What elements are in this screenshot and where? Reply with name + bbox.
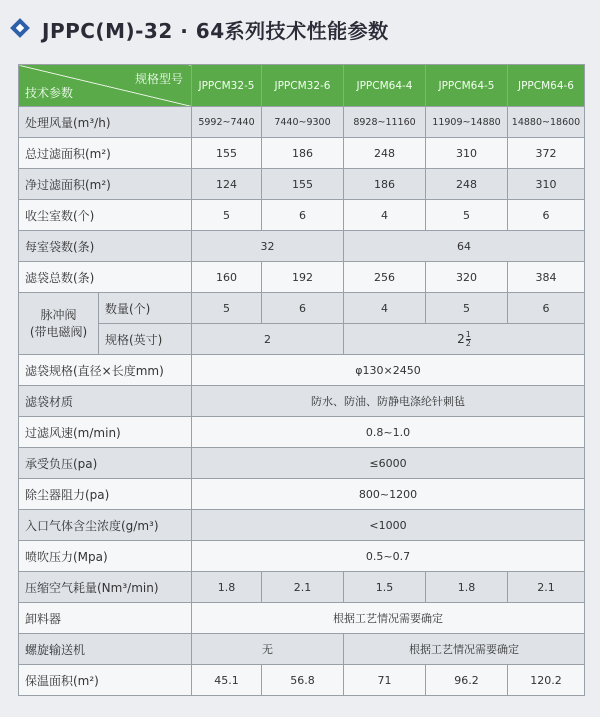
cell-value: 7440~9300 (262, 107, 344, 138)
valve-spec-label: 规格(英寸) (99, 324, 192, 355)
row-bag-material (19, 386, 585, 417)
row-label: 净过滤面积(m²) (19, 169, 192, 200)
row-label: 每室袋数(条) (19, 231, 192, 262)
row-label: 滤袋材质 (19, 386, 192, 417)
spec-table (18, 64, 585, 696)
cell-value: 155 (262, 169, 344, 200)
cell-value: 1.8 (192, 572, 262, 603)
row-label: 处理风量(m³/h) (19, 107, 192, 138)
cell-value: 96.2 (426, 665, 508, 696)
cell-value: φ130×2450 (192, 355, 585, 386)
row-discharger (19, 603, 585, 634)
cell-value: 无 (192, 634, 344, 665)
cell-value: 1.5 (344, 572, 426, 603)
cell-value: 4 (344, 200, 426, 231)
cell-value: 384 (508, 262, 585, 293)
cell-value: 0.5~0.7 (192, 541, 585, 572)
cell-value: 11909~14880 (426, 107, 508, 138)
cell-value: 155 (192, 138, 262, 169)
row-label: 保温面积(m²) (19, 665, 192, 696)
header-corner-param-label: 技术参数 (25, 86, 74, 100)
row-label: 入口气体含尘浓度(g/m³) (19, 510, 192, 541)
header-model: JPPCM32-6 (262, 65, 344, 107)
row-valve-qty (19, 293, 585, 324)
row-negative-pressure (19, 448, 585, 479)
cell-value: 186 (344, 169, 426, 200)
row-blow-pressure (19, 541, 585, 572)
cell-value: 4 (344, 293, 426, 324)
cell-value: 320 (426, 262, 508, 293)
cell-value: 186 (262, 138, 344, 169)
row-label: 收尘室数(个) (19, 200, 192, 231)
row-net-filter-area (19, 169, 585, 200)
cell-value: 372 (508, 138, 585, 169)
row-label: 过滤风速(m/min) (19, 417, 192, 448)
row-bag-spec (19, 355, 585, 386)
row-label: 除尘器阻力(pa) (19, 479, 192, 510)
header-corner-cell (19, 65, 192, 107)
cell-value: 根据工艺情况需要确定 (344, 634, 585, 665)
cell-value: 6 (508, 200, 585, 231)
cell-value: 5 (426, 200, 508, 231)
cell-value: 256 (344, 262, 426, 293)
valve-group-label (19, 293, 99, 355)
diamond-bullet-icon (10, 18, 32, 40)
cell-value: 32 (192, 231, 344, 262)
cell-value: 14880~18600 (508, 107, 585, 138)
cell-value: 8928~11160 (344, 107, 426, 138)
row-air-volume (19, 107, 585, 138)
cell-value: 2 (192, 324, 344, 355)
valve-qty-label: 数量(个) (99, 293, 192, 324)
cell-value: ≤6000 (192, 448, 585, 479)
cell-value: 5 (426, 293, 508, 324)
cell-value: 2.1 (262, 572, 344, 603)
cell-value: 45.1 (192, 665, 262, 696)
cell-value: 0.8~1.0 (192, 417, 585, 448)
cell-value: 800~1200 (192, 479, 585, 510)
row-label: 滤袋总数(条) (19, 262, 192, 293)
header-model: JPPCM64-4 (344, 65, 426, 107)
fraction-denominator: 2 (465, 338, 471, 348)
row-label: 总过滤面积(m²) (19, 138, 192, 169)
cell-value: <1000 (192, 510, 585, 541)
valve-label-line2: (带电磁阀) (29, 324, 88, 339)
row-bags-per-chamber (19, 231, 585, 262)
row-inlet-dust (19, 510, 585, 541)
page-title: JPPC(M)-32 · 64系列技术性能参数 (42, 18, 389, 43)
header-row (19, 65, 585, 107)
row-label: 螺旋输送机 (19, 634, 192, 665)
cell-value: 310 (508, 169, 585, 200)
row-total-filter-area (19, 138, 585, 169)
row-label: 压缩空气耗量(Nm³/min) (19, 572, 192, 603)
row-label: 承受负压(pa) (19, 448, 192, 479)
header-model: JPPCM64-5 (426, 65, 508, 107)
row-label: 卸料器 (19, 603, 192, 634)
cell-value: 1.8 (426, 572, 508, 603)
fraction-whole: 2 (457, 332, 465, 346)
row-insulation-area (19, 665, 585, 696)
cell-value: 248 (426, 169, 508, 200)
row-label: 喷吹压力(Mpa) (19, 541, 192, 572)
title-bar (4, 6, 564, 52)
cell-value: 2.1 (508, 572, 585, 603)
header-model: JPPCM64-6 (508, 65, 585, 107)
header-model: JPPCM32-5 (192, 65, 262, 107)
row-air-consumption (19, 572, 585, 603)
cell-value: 71 (344, 665, 426, 696)
row-resistance (19, 479, 585, 510)
row-chambers (19, 200, 585, 231)
header-corner-model-label: 规格型号 (134, 72, 183, 86)
cell-value: 248 (344, 138, 426, 169)
cell-value: 192 (262, 262, 344, 293)
fraction-value (457, 331, 471, 348)
cell-value-fraction (344, 324, 585, 355)
cell-value: 6 (262, 200, 344, 231)
cell-value: 56.8 (262, 665, 344, 696)
cell-value: 6 (508, 293, 585, 324)
cell-value: 310 (426, 138, 508, 169)
cell-value: 6 (262, 293, 344, 324)
cell-value: 64 (344, 231, 585, 262)
row-label: 滤袋规格(直径×长度mm) (19, 355, 192, 386)
cell-value: 5 (192, 293, 262, 324)
valve-label-line1: 脉冲阀 (40, 307, 77, 322)
cell-value: 160 (192, 262, 262, 293)
cell-value: 防水、防油、防静电涤纶针刺毡 (192, 386, 585, 417)
cell-value: 根据工艺情况需要确定 (192, 603, 585, 634)
cell-value: 5992~7440 (192, 107, 262, 138)
row-total-bags (19, 262, 585, 293)
row-valve-spec (19, 324, 585, 355)
fraction-numerator: 1 (465, 329, 471, 339)
row-filter-speed (19, 417, 585, 448)
cell-value: 5 (192, 200, 262, 231)
row-screw-conveyor (19, 634, 585, 665)
cell-value: 120.2 (508, 665, 585, 696)
cell-value: 124 (192, 169, 262, 200)
fraction-part (466, 331, 471, 348)
